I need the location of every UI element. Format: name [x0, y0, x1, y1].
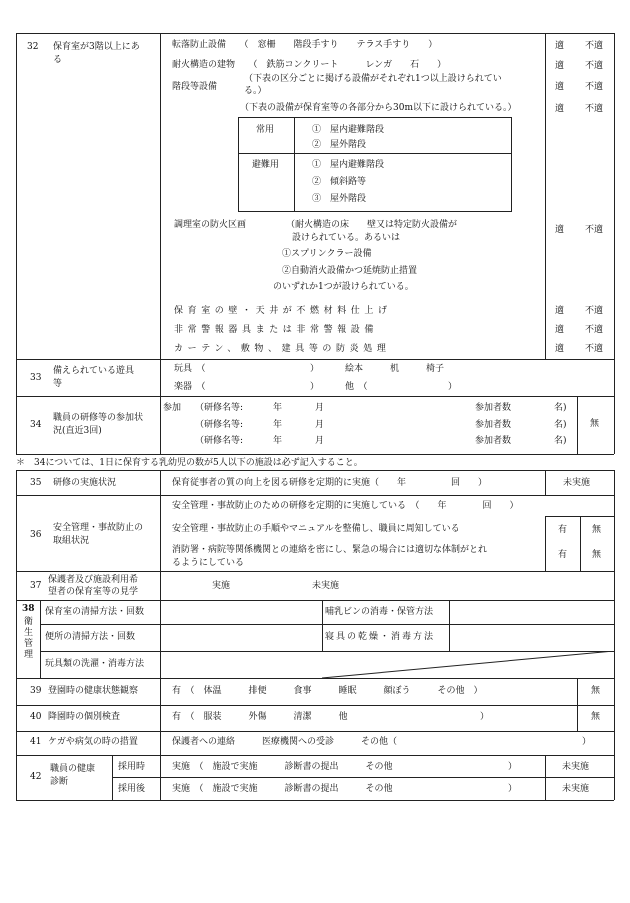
- injury-measures: 保護者への連絡 医療機関への受診 その他（: [172, 737, 398, 747]
- kitchen-fire-label: 調理室の防火区画: [174, 220, 247, 230]
- training-text: 保育従事者の質の向上を図る研修を定期的に実施（ 年 回 ）: [172, 478, 488, 488]
- people-label: 名): [554, 403, 567, 413]
- stairs-distance: （下表の設備が保育室等の各部分から30m以下に設けられている。）: [240, 103, 517, 113]
- option-none[interactable]: 無: [591, 712, 601, 722]
- participants-label: 参加者数: [475, 420, 512, 430]
- row-number: 32: [27, 42, 39, 52]
- item-label: 保護者及び施設利用希: [48, 575, 139, 585]
- year-label: 年: [273, 436, 283, 446]
- stairs-desc: （下表の区分ごとに掲げる設備がそれぞれ1つ以上設けられてい: [244, 74, 502, 84]
- option-no[interactable]: 無: [592, 550, 602, 560]
- bedding-label: 寝具の乾燥・消毒方法: [325, 632, 436, 642]
- item-label: 望者の保育室等の見学: [48, 587, 139, 597]
- row-number: 38: [22, 604, 35, 614]
- stairs-label: 階段等設備: [172, 82, 218, 92]
- toy-washing-label: 玩具類の洗濯・消毒方法: [45, 659, 145, 669]
- toys-open: 玩具 （: [174, 364, 206, 374]
- kitchen-fire-option: ②自動消火設備かつ延焼防止措置: [282, 266, 418, 276]
- option-none[interactable]: 無: [591, 686, 601, 696]
- departure-check-items: 有 （ 服装 外傷 清潔 他: [172, 712, 348, 722]
- row-number: 35: [30, 478, 42, 488]
- option-ng[interactable]: 不適: [585, 225, 604, 235]
- stairs-evac-item: ② 傾斜路等: [312, 177, 367, 187]
- item-label: 研修の実施状況: [53, 478, 117, 488]
- training-name-label: （研修名等:: [195, 420, 244, 430]
- row-number: 36: [30, 530, 42, 540]
- item-label: ケガや病気の時の措置: [48, 737, 138, 747]
- option-not-done[interactable]: 未実施: [562, 762, 590, 772]
- option-ng[interactable]: 不適: [585, 104, 604, 114]
- other-close: ）: [448, 382, 458, 392]
- kitchen-fire-desc: （耐火構造の床 壁又は特定防火設備が: [286, 220, 458, 230]
- flameproof-line: カーテン、敷物、建具等の防炎処理: [174, 344, 391, 354]
- toys-close: ）: [310, 364, 320, 374]
- training-name-label: （研修名等:: [195, 403, 244, 413]
- paren-close: ）: [582, 737, 592, 747]
- stairs-common-label: 常用: [256, 125, 275, 135]
- people-label: 名): [554, 436, 567, 446]
- option-yes[interactable]: 有: [558, 550, 568, 560]
- vertical-label: 理: [24, 650, 34, 660]
- item-label: る: [53, 55, 63, 65]
- stairs-common-item: ① 屋内避難階段: [312, 125, 385, 135]
- fall-prevention-line: 転落防止設備 （ 窓柵 階段手すり テラス手すり ）: [172, 40, 438, 50]
- stairs-common-item: ② 屋外階段: [312, 140, 367, 150]
- option-ok[interactable]: 適: [555, 61, 565, 71]
- year-label: 年: [273, 403, 283, 413]
- stairs-evac-item: ① 屋内避難階段: [312, 160, 385, 170]
- option-not-done[interactable]: 未実施: [563, 478, 591, 488]
- option-ok[interactable]: 適: [555, 325, 565, 335]
- footnote: ＊ 34については、1日に保育する乳幼児の数が5人以下の施設は必ず記入すること。: [16, 458, 363, 468]
- option-none[interactable]: 無: [590, 419, 600, 429]
- option-ng[interactable]: 不適: [585, 61, 604, 71]
- option-done[interactable]: 実施: [212, 581, 231, 591]
- item-label: 取組状況: [53, 536, 90, 546]
- month-label: 月: [315, 420, 325, 430]
- item-label: 安全管理・事故防止の: [53, 523, 144, 533]
- item-label: 職員の研修等の参加状: [53, 413, 144, 423]
- option-ok[interactable]: 適: [555, 104, 565, 114]
- item-label: 保育室が3階以上にあ: [53, 42, 140, 52]
- safety-training-line: 安全管理・事故防止のための研修を定期的に実施している （ 年 回 ）: [172, 501, 519, 511]
- alarm-line: 非常警報器具または非常警報設備: [174, 325, 379, 335]
- row-number: 33: [30, 373, 42, 383]
- option-ng[interactable]: 不適: [585, 41, 604, 51]
- row-number: 40: [30, 712, 42, 722]
- vertical-label: 管: [24, 639, 34, 649]
- option-ok[interactable]: 適: [555, 41, 565, 51]
- books-desk-chair: 絵本 机 椅子: [345, 364, 445, 374]
- participants-label: 参加者数: [475, 436, 512, 446]
- kitchen-fire-desc: 設けられている。あるいは: [292, 233, 401, 243]
- month-label: 月: [315, 403, 325, 413]
- option-ng[interactable]: 不適: [585, 344, 604, 354]
- item-label: 診断: [50, 777, 69, 787]
- stairs-evac-item: ③ 屋外階段: [312, 194, 367, 204]
- item-label: 等: [53, 379, 63, 389]
- checkup-options: 実施 （ 施設で実施 診断書の提出 その他: [172, 762, 393, 772]
- option-ok[interactable]: 適: [555, 306, 565, 316]
- participants-label: 参加者数: [475, 403, 512, 413]
- kitchen-fire-option: ①スプリンクラー設備: [282, 249, 372, 259]
- paren-close: ）: [508, 784, 518, 794]
- health-check-items: 有 （ 体温 排便 食事 睡眠 顔ぼう その他 ）: [172, 686, 483, 696]
- row-number: 42: [30, 772, 42, 782]
- stairs-desc-cont: る。）: [244, 86, 267, 96]
- option-ok[interactable]: 適: [555, 225, 565, 235]
- option-not-done[interactable]: 未実施: [312, 581, 340, 591]
- item-label: 登園時の健康状態観察: [48, 686, 139, 696]
- vertical-label: 衛: [24, 617, 34, 627]
- instruments-open: 楽器 （: [174, 382, 206, 392]
- item-label: 降園時の個別検査: [48, 712, 121, 722]
- people-label: 名): [554, 420, 567, 430]
- option-yes[interactable]: 有: [558, 525, 568, 535]
- row-number: 41: [30, 737, 42, 747]
- month-label: 月: [315, 436, 325, 446]
- toilet-cleaning-label: 便所の清掃方法・回数: [45, 632, 136, 642]
- bottle-sterilize-label: 哺乳ビンの消毒・保管方法: [325, 607, 434, 617]
- other-open: 他 （: [345, 382, 368, 392]
- option-ok[interactable]: 適: [555, 344, 565, 354]
- nursery-cleaning-label: 保育室の清掃方法・回数: [45, 607, 145, 617]
- item-label: 職員の健康: [50, 764, 96, 774]
- fireproof-structure-line: 耐火構造の建物 （ 鉄筋コンクリート レンガ 石 ）: [172, 60, 447, 70]
- year-label: 年: [273, 420, 283, 430]
- safety-manual-line: 安全管理・事故防止の手順やマニュアルを整備し、職員に周知している: [172, 524, 460, 534]
- option-not-done[interactable]: 未実施: [562, 784, 590, 794]
- option-ng[interactable]: 不適: [585, 306, 604, 316]
- paren-close: ）: [480, 712, 490, 722]
- kitchen-fire-desc: のいずれか1つが設けられている。: [273, 282, 414, 292]
- diagonal-line: [322, 651, 614, 678]
- participation-label: 参加: [163, 403, 182, 413]
- training-name-label: （研修名等:: [195, 436, 244, 446]
- instruments-close: ）: [310, 382, 320, 392]
- on-hire-label: 採用時: [118, 762, 146, 772]
- paren-close: ）: [508, 762, 518, 772]
- emergency-line-cont: るようにしている: [172, 558, 245, 568]
- stairs-evac-label: 避難用: [252, 160, 280, 170]
- option-ng[interactable]: 不適: [585, 325, 604, 335]
- row-number: 34: [30, 420, 42, 430]
- row-number: 39: [30, 686, 42, 696]
- item-label: 況(直近3回): [53, 426, 102, 436]
- item-label: 備えられている遊具: [53, 366, 135, 376]
- emergency-line: 消防署・病院等関係機関との連絡を密にし、緊急の場合には適切な体制がとれ: [172, 545, 488, 555]
- option-ok[interactable]: 適: [555, 82, 565, 92]
- checkup-options: 実施 （ 施設で実施 診断書の提出 その他: [172, 784, 393, 794]
- row-number: 37: [30, 581, 42, 591]
- option-no[interactable]: 無: [592, 525, 602, 535]
- vertical-label: 生: [24, 628, 34, 638]
- after-hire-label: 採用後: [118, 784, 146, 794]
- wall-ceiling-line: 保育室の壁・天井が不燃材料仕上げ: [174, 306, 392, 316]
- option-ng[interactable]: 不適: [585, 82, 604, 92]
